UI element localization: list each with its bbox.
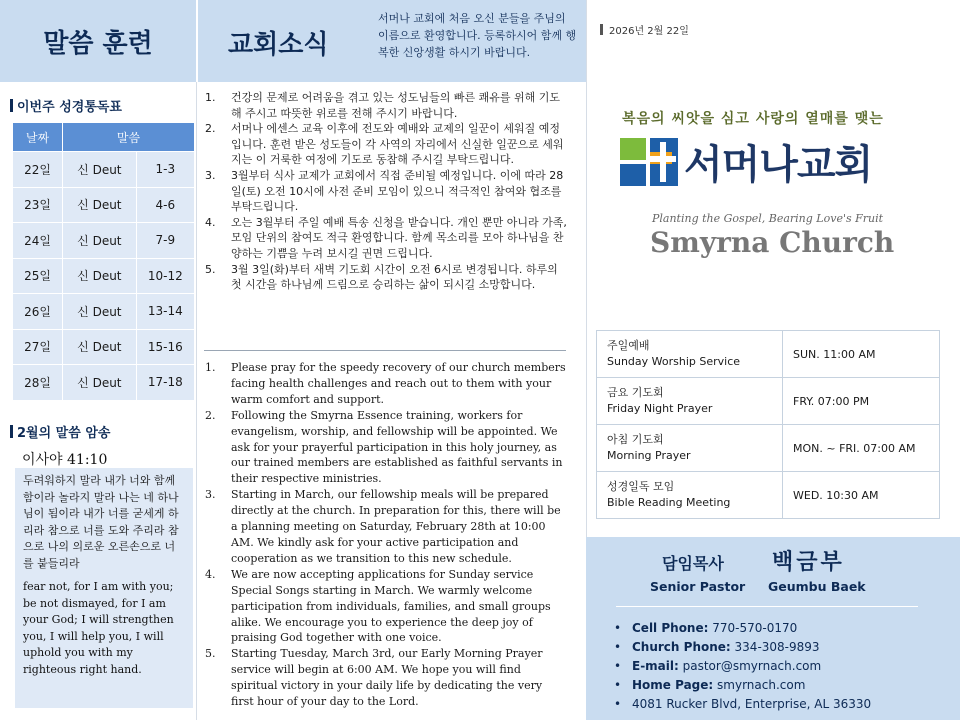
news-item-text: Following the Smyrna Essence training, workers for evangelism, worship, and fellowship will be appointed. We ask for your prayerful participation in this holy journey, as our trained members are established as faithful servants in their respective ministries.: [231, 408, 563, 486]
schedule-service-english: Bible Reading Meeting: [607, 496, 731, 509]
news-item-number: 1.: [205, 91, 216, 104]
reading-row: [13, 223, 195, 259]
header-left-band: [0, 0, 196, 82]
news-item: [205, 121, 567, 168]
contact-value: pastor@smyrnach.com: [678, 659, 822, 673]
schedule-service-english: Morning Prayer: [607, 449, 691, 462]
news-item-text: Starting in March, our fellowship meals will be prepared directly at the church. In preparation for this, there will be a planning meeting on Saturday, February 28th at 10:00 AM. We kindly ask for your active participation and cooperation as we transition to this new schedule.: [231, 488, 561, 565]
heading-bar-icon: [10, 99, 13, 112]
schedule-service: [597, 331, 783, 378]
news-item-text: 건강의 문제로 어려움을 겪고 있는 성도님들의 빠른 쾌유를 위해 기도해 주시고 따뜻한 위로를 전해 주시기 바랍니다.: [231, 91, 560, 120]
news-item-text: Please pray for the speedy recovery of our church members facing health challenges and reach out to them with your warm comfort and support.: [231, 361, 566, 406]
column-divider-left: [196, 82, 197, 720]
news-item-text: 3월부터 식사 교제가 교회에서 직접 준비될 예정입니다. 이에 따라 28일(토) 오전 10시에 사전 준비 모임이 있으니 적극적인 참여와 협조를 부탁드립니다.: [231, 168, 564, 214]
reading-chapters: 17-18: [136, 365, 194, 401]
contact-label: E-mail:: [632, 659, 679, 673]
news-list-korean: [205, 90, 567, 293]
schedule-row: [597, 378, 940, 425]
welcome-note: 서머나 교회에 처음 오신 분들을 주님의 이름으로 환영합니다. 등록하시어 함께 행복한 신앙생활 하시기 바랍니다.: [378, 12, 577, 59]
contact-item: [632, 657, 871, 676]
date-bar-icon: [600, 24, 603, 35]
schedule-service: [597, 425, 783, 472]
reading-heading: [10, 96, 122, 115]
church-name-korean: 서머나교회: [684, 142, 873, 188]
bulletin-date: [600, 22, 689, 37]
news-item-number: 1.: [205, 361, 216, 374]
news-item: [205, 215, 567, 262]
contact-value: 770-570-0170: [708, 621, 798, 635]
reading-date: 26일: [13, 294, 63, 330]
schedule-service-korean: 금요 기도회: [607, 386, 664, 399]
bulletin-date-text: 2026년 2월 22일: [609, 26, 689, 37]
reading-book: 신 Deut: [63, 365, 137, 401]
reading-chapters: 1-3: [136, 152, 194, 188]
schedule-service-korean: 아침 기도회: [607, 433, 664, 446]
news-item-text: 3월 3일(화)부터 새벽 기도회 시간이 오전 6시로 변경됩니다. 하루의 첫 시간을 하나님께 드림으로 승리하는 삶이 되시길 소망합니다.: [231, 262, 558, 292]
reading-date: 23일: [13, 187, 63, 223]
news-item: [205, 567, 567, 647]
contact-label: Cell Phone:: [632, 621, 709, 635]
pastor-title-korean: 담임목사: [662, 554, 724, 573]
reading-book: 신 Deut: [63, 258, 137, 294]
reading-date: 24일: [13, 223, 63, 259]
reading-chapters: 7-9: [136, 223, 194, 259]
contact-item: [632, 619, 871, 638]
reading-col-date: 날짜: [13, 123, 63, 152]
reading-date: 25일: [13, 258, 63, 294]
news-item-text: Starting Tuesday, March 3rd, our Early Morning Prayer service will begin at 6:00 AM. We hope you will find spiritual victory in your daily life by dedicating the very first hour of your day to the Lord.: [231, 647, 543, 709]
news-divider: [204, 350, 566, 351]
contact-item: [632, 695, 871, 714]
reading-book: 신 Deut: [63, 294, 137, 330]
reading-col-word: 말씀: [63, 123, 195, 152]
reading-table: [12, 122, 195, 401]
pastor-name-english: Geumbu Baek: [768, 579, 866, 594]
news-item-text: We are now accepting applications for Sunday service Special Songs starting in March. We warmly welcome participation from individuals, families, and small groups alike. We encourage you to experience the deep joy of praising God together with one voice.: [231, 567, 551, 645]
news-item: [205, 646, 567, 710]
schedule-body: [597, 331, 940, 519]
contact-item: [632, 638, 871, 657]
church-logo-icon: [620, 138, 678, 186]
news-item-number: 2.: [205, 408, 216, 422]
memory-heading-text: 2월의 말씀 암송: [17, 426, 111, 441]
news-item: [205, 408, 567, 488]
schedule-row: [597, 472, 940, 519]
memory-box: [15, 468, 193, 708]
reading-date: 28일: [13, 365, 63, 401]
news-item: [205, 90, 567, 121]
memory-english: fear not, for I am with you; be not dismayed, for I am your God; I will strengthen you, I will help you, I will uphold you with my righteous right hand.: [23, 580, 174, 676]
schedule-time: MON. ~ FRI. 07:00 AM: [783, 425, 940, 472]
news-item: [205, 487, 567, 567]
schedule-service-english: Sunday Worship Service: [607, 355, 741, 368]
news-item-number: 2.: [205, 122, 216, 136]
memory-reference: 이사야 41:10: [22, 452, 108, 468]
news-item-text: 서머나 에센스 교육 이후에 전도와 예배와 교제의 일꾼이 세워질 예정입니다. 훈련 받은 성도들이 각 사역의 자리에서 신실한 일꾼으로 세워지는 이 거룩한 여정에 기도로 동참해 주시길 부탁드립니다.: [231, 122, 564, 167]
heading-bar-icon: [10, 425, 13, 438]
pastor-box: [586, 537, 960, 720]
reading-chapters: 10-12: [136, 258, 194, 294]
contact-label: Church Phone:: [632, 640, 731, 654]
memory-heading: [10, 422, 110, 441]
pastor-divider: [616, 606, 918, 607]
news-item-number: 3.: [205, 168, 216, 182]
reading-book: 신 Deut: [63, 187, 137, 223]
news-list-english: [205, 360, 567, 710]
contact-value: 334-308-9893: [730, 640, 820, 654]
schedule-service-korean: 주일예배: [607, 339, 650, 352]
tagline-english: Planting the Gospel, Bearing Love's Fruit: [652, 212, 884, 225]
column-divider-right: [586, 0, 587, 537]
schedule-time: SUN. 11:00 AM: [783, 331, 940, 378]
tagline-korean: 복음의 씨앗을 심고 사랑의 열매를 맺는: [622, 111, 884, 127]
contact-item: [632, 676, 871, 695]
reading-body: [13, 152, 195, 401]
reading-row: [13, 329, 195, 365]
news-item-number: 4.: [205, 215, 216, 229]
news-item-number: 4.: [205, 567, 216, 581]
contact-list: [632, 619, 871, 714]
reading-row: [13, 152, 195, 188]
schedule-time: WED. 10:30 AM: [783, 472, 940, 519]
news-item: [205, 168, 567, 215]
reading-heading-text: 이번주 성경통독표: [17, 100, 122, 115]
contact-value: 4081 Rucker Blvd, Enterprise, AL 36330: [632, 697, 872, 711]
memory-korean: 두려워하지 말라 내가 너와 함께 함이라 놀라지 말라 나는 네 하나님이 됨이라 내가 너를 굳세게 하리라 참으로 너를 도와 주리라 참으로 나의 의로운 오른손으로 너를 붙들리라: [23, 474, 179, 570]
schedule-service-english: Friday Night Prayer: [607, 402, 713, 415]
reading-row: [13, 258, 195, 294]
header-mid-band: [198, 0, 586, 82]
schedule-row: [597, 425, 940, 472]
reading-row: [13, 187, 195, 223]
pastor-name-korean: 백금부: [772, 550, 845, 575]
section-title-church-news: 교회소식: [228, 30, 329, 60]
schedule-row: [597, 331, 940, 378]
reading-chapters: 13-14: [136, 294, 194, 330]
news-item: [205, 360, 567, 408]
news-item-number: 3.: [205, 488, 216, 502]
reading-book: 신 Deut: [63, 223, 137, 259]
reading-date: 27일: [13, 329, 63, 365]
section-title-word-training: 말씀 훈련: [43, 28, 153, 59]
service-schedule: [596, 330, 940, 519]
reading-chapters: 4-6: [136, 187, 194, 223]
news-item-text: 오는 3월부터 주일 예배 특송 신청을 받습니다. 개인 뿐만 아니라 가족, 모임 단위의 참여도 적극 환영합니다. 함께 목소리를 모아 하나님을 찬양하는 기쁨을 누려 보시길 권면 드립니다.: [231, 215, 567, 260]
reading-book: 신 Deut: [63, 329, 137, 365]
church-name-english: Smyrna Church: [650, 226, 895, 259]
news-item-number: 5.: [205, 647, 216, 661]
schedule-time: FRY. 07:00 PM: [783, 378, 940, 425]
news-item: [205, 262, 567, 293]
reading-book: 신 Deut: [63, 152, 137, 188]
news-item-number: 5.: [205, 262, 216, 276]
contact-value: smyrnach.com: [713, 678, 806, 692]
pastor-title-english: Senior Pastor: [650, 579, 746, 594]
reading-row: [13, 365, 195, 401]
reading-chapters: 15-16: [136, 329, 194, 365]
schedule-service: [597, 378, 783, 425]
contact-label: Home Page:: [632, 678, 714, 692]
schedule-service: [597, 472, 783, 519]
reading-date: 22일: [13, 152, 63, 188]
schedule-service-korean: 성경일독 모임: [607, 480, 675, 493]
reading-row: [13, 294, 195, 330]
